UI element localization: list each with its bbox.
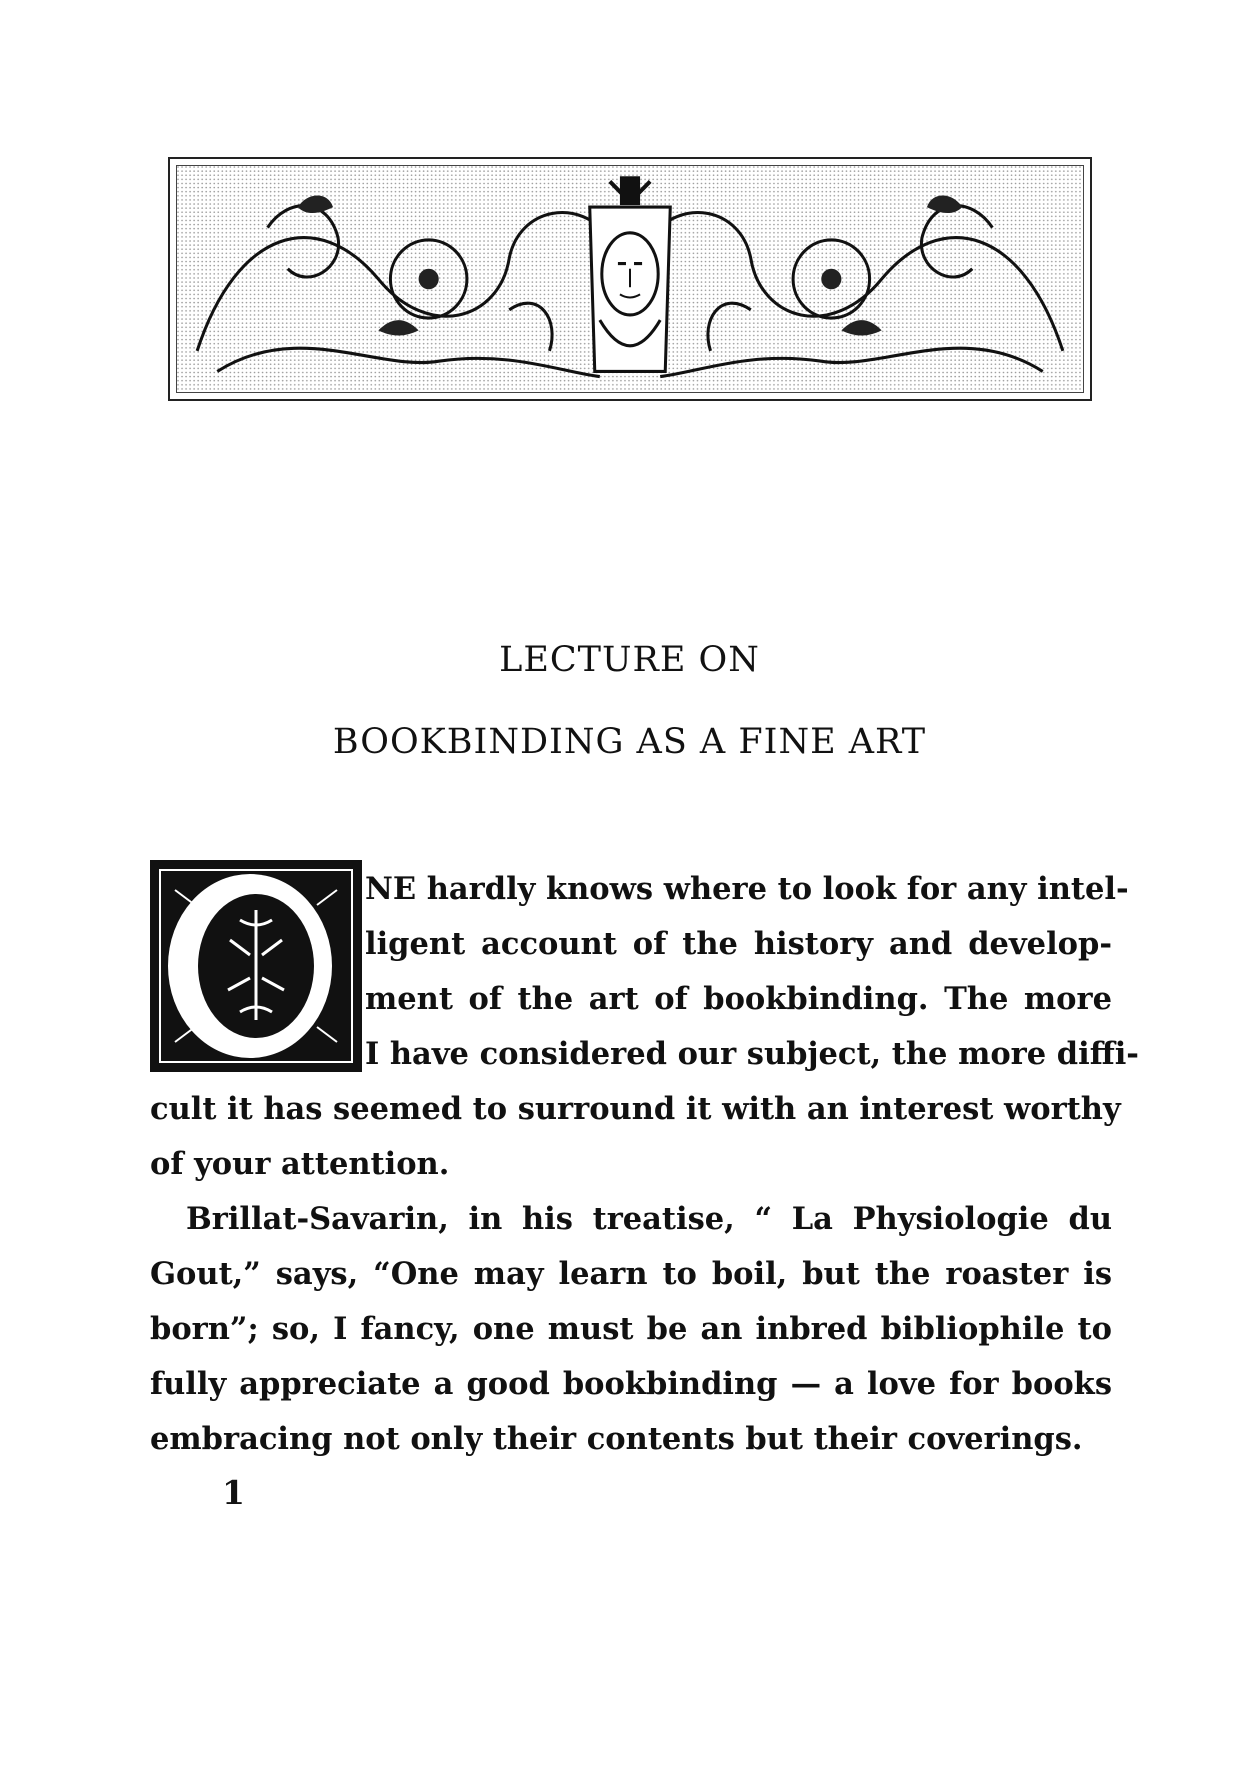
paragraph-line: ligent account of the history and develop-: [365, 926, 1112, 962]
paragraph-line: I have considered our subject, the more diffi-: [365, 1036, 1139, 1072]
ornamental-headpiece-icon: [168, 157, 1092, 401]
page-number: 1: [222, 1473, 245, 1512]
paragraph-line: cult it has seemed to surround it with an interest worthy: [150, 1091, 1121, 1127]
paragraph-line: ment of the art of bookbinding. The more: [365, 981, 1112, 1017]
chapter-title-line-1: LECTURE ON: [499, 640, 760, 680]
paragraph-line: of your attention.: [150, 1146, 450, 1182]
paragraph-line: embracing not only their contents but their coverings.: [150, 1421, 1083, 1457]
chapter-title-line-2: BOOKBINDING AS A FINE ART: [332, 722, 927, 762]
paragraph-line: born”; so, I fancy, one must be an inbred bibliophile to: [150, 1311, 1112, 1347]
paragraph-line: Gout,” says, “One may learn to boil, but the roaster is: [150, 1256, 1112, 1292]
paragraph-line: Brillat-Savarin, in his treatise, “ La Physiologie du: [186, 1201, 1112, 1237]
body-text: [150, 862, 1139, 1467]
paragraph-line: fully appreciate a good bookbinding — a love for books: [150, 1366, 1112, 1402]
paragraph-line: NE hardly knows where to look for any intel-: [365, 871, 1129, 907]
